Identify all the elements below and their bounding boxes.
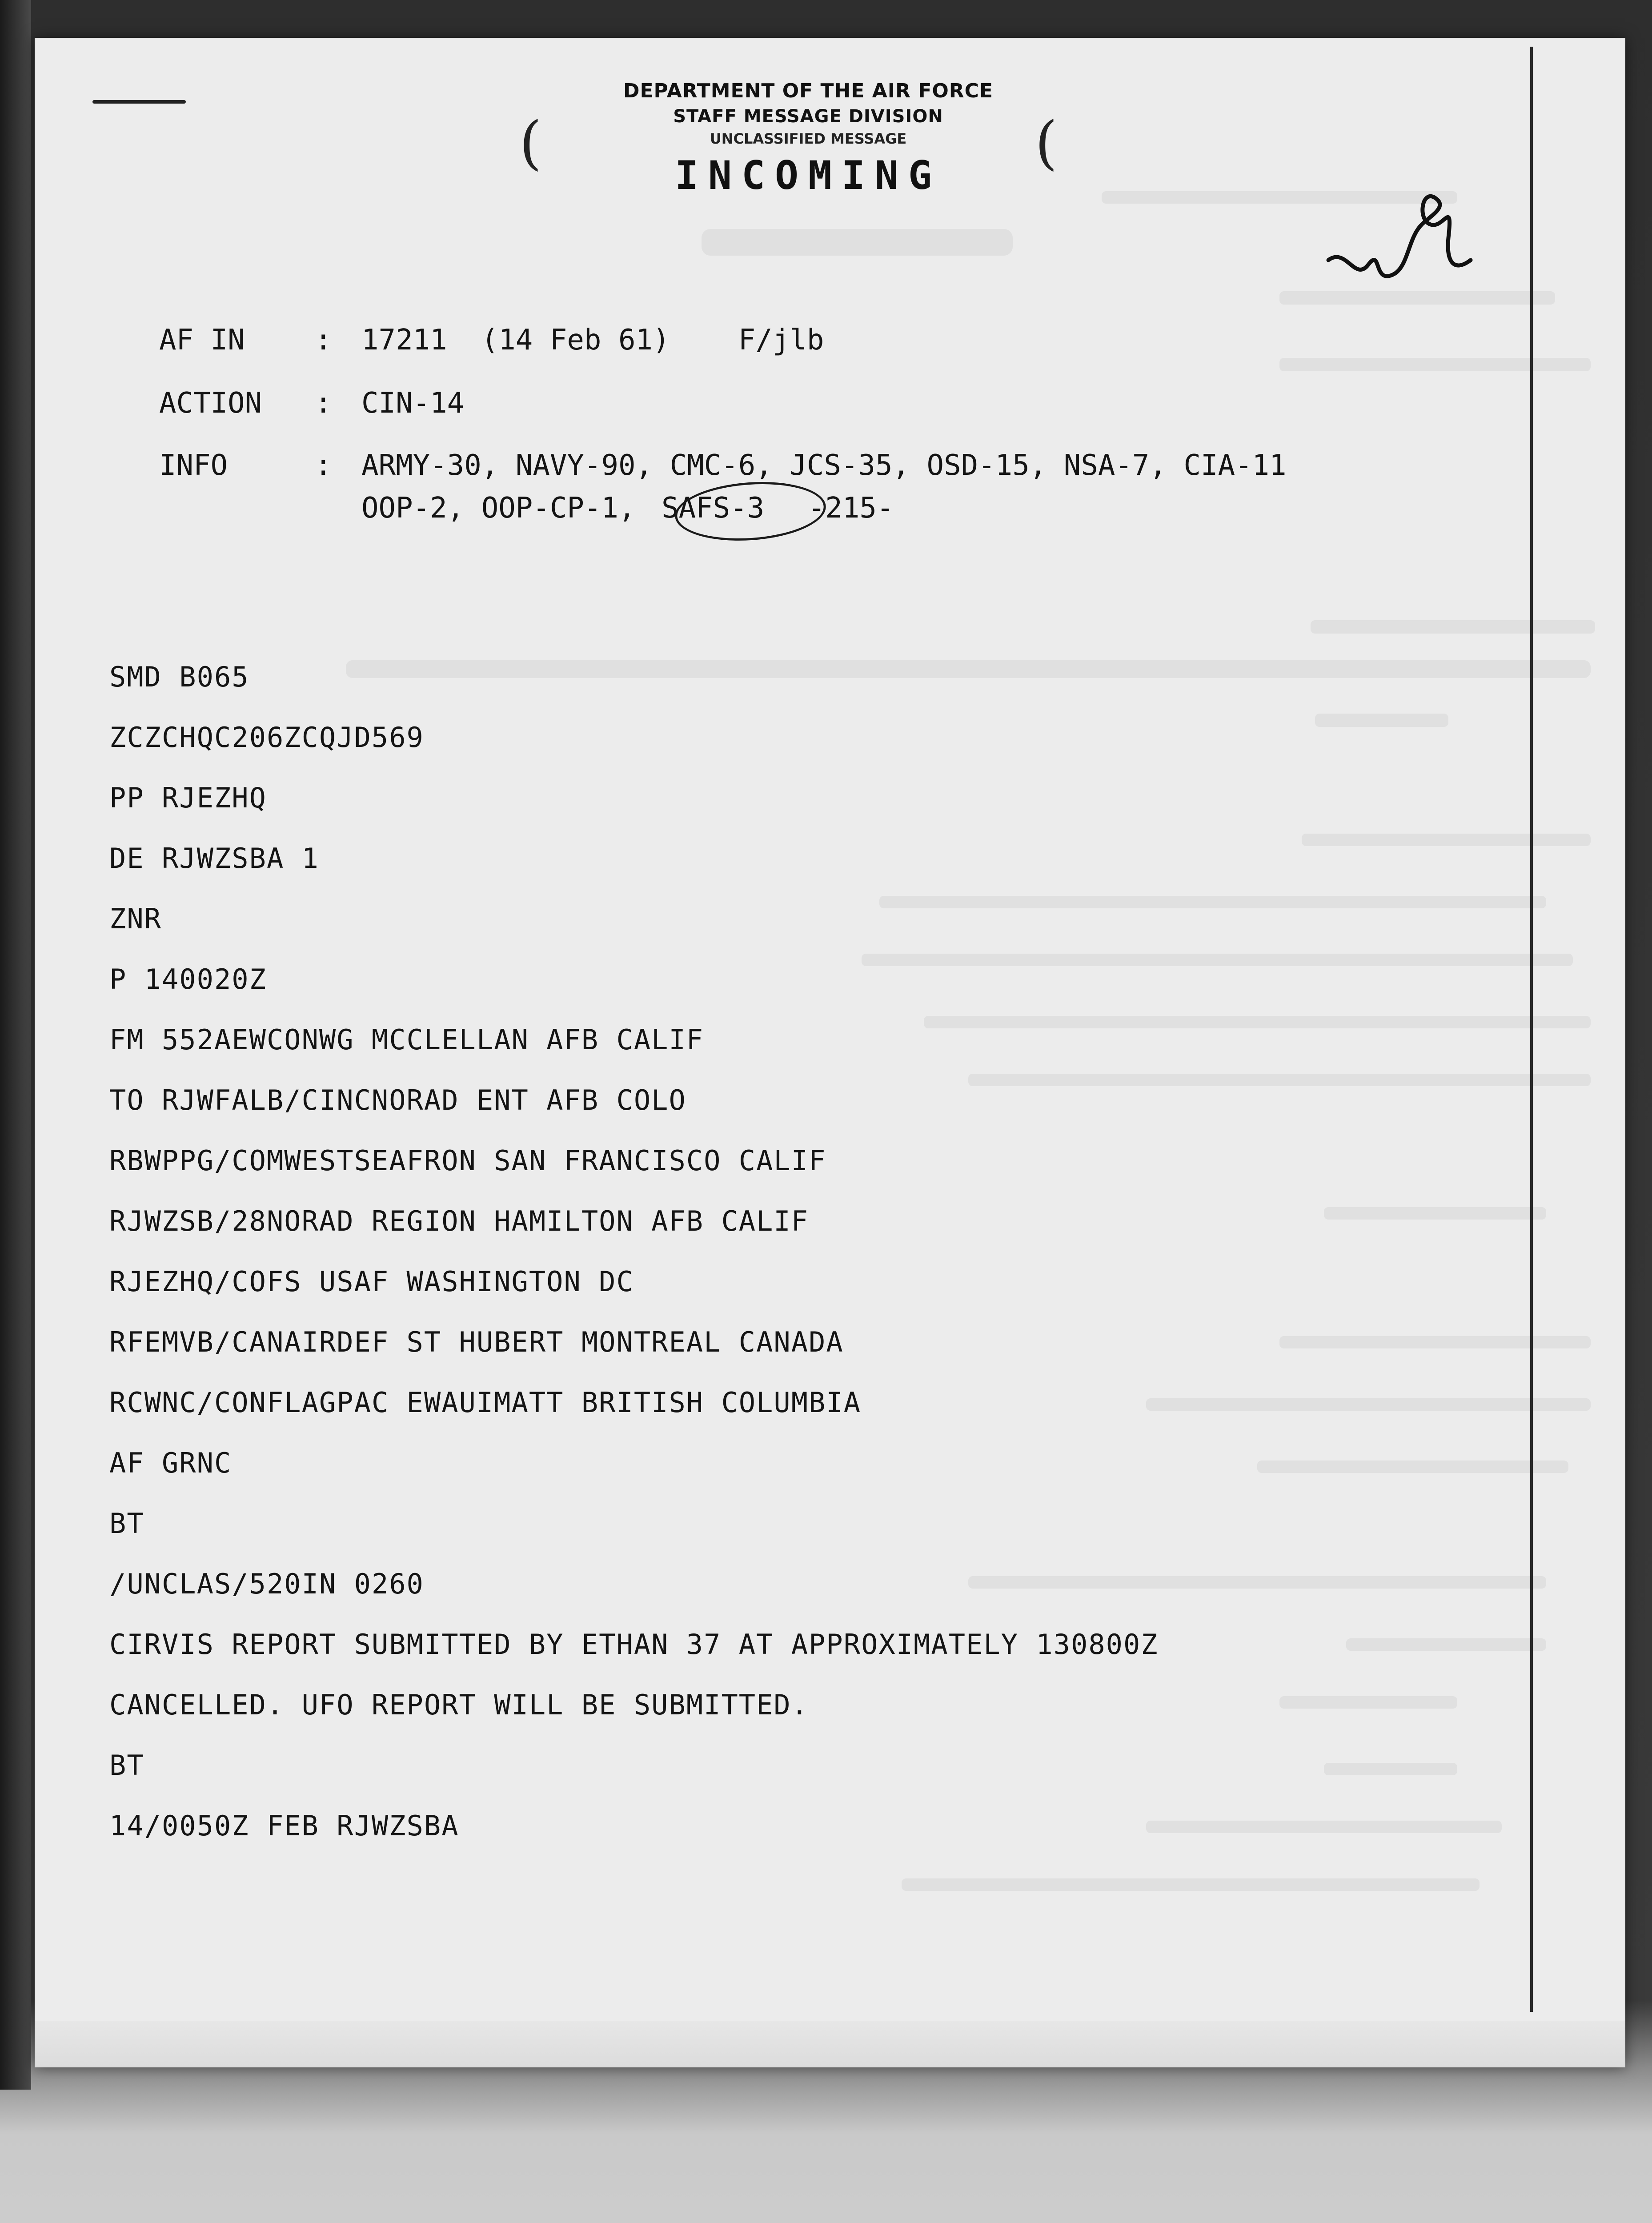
classification-line: UNCLASSIFIED MESSAGE: [710, 130, 907, 147]
info-line2-part2: -215-: [808, 492, 894, 525]
header-rule: [92, 100, 186, 104]
message-line: PP RJEZHQ: [109, 782, 267, 814]
message-line: P 140020Z: [109, 963, 267, 995]
message-line: 14/0050Z FEB RJWZSBA: [109, 1810, 459, 1842]
message-line: TO RJWFALB/CINCNORAD ENT AFB COLO: [109, 1084, 686, 1116]
action-value: CIN-14: [361, 387, 465, 420]
message-line: ZNR: [109, 903, 162, 935]
message-body: [109, 647, 1159, 1856]
scan-left-edge: [0, 0, 31, 2090]
page-bottom-margin: [35, 2021, 1625, 2067]
right-parenthesis-mark: (: [1035, 109, 1058, 177]
page-frame-line: [1530, 47, 1533, 2012]
message-line: RCWNC/CONFLAGPAC EWAUIMATT BRITISH COLUMBIA: [109, 1386, 862, 1419]
message-line: /UNCLAS/520IN 0260: [109, 1568, 424, 1600]
action-label: ACTION: [159, 387, 262, 420]
af-in-colon: :: [315, 324, 332, 357]
message-line: SMD B065: [109, 661, 249, 693]
message-line: BT: [109, 1507, 144, 1540]
af-in-label: AF IN: [159, 324, 245, 357]
division-line: STAFF MESSAGE DIVISION: [673, 106, 943, 127]
info-line2-circled: SAFS-3: [662, 492, 765, 525]
message-line: AF GRNC: [109, 1447, 232, 1479]
info-value-line1: ARMY-30, NAVY-90, CMC-6, JCS-35, OSD-15, NSA-7, CIA-11: [361, 449, 1287, 482]
action-row: [159, 385, 464, 421]
message-line: RJEZHQ/COFS USAF WASHINGTON DC: [109, 1265, 634, 1298]
message-line: RBWPPG/COMWESTSEAFRON SAN FRANCISCO CALIF: [109, 1144, 826, 1177]
message-line: BT: [109, 1749, 144, 1782]
message-line: ZCZCHQC206ZCQJD569: [109, 721, 424, 754]
left-parenthesis-mark: (: [519, 109, 542, 177]
message-line: CIRVIS REPORT SUBMITTED BY ETHAN 37 AT APPROXIMATELY 130800Z: [109, 1628, 1159, 1661]
info-row: [159, 448, 1287, 483]
message-line: DE RJWZSBA 1: [109, 842, 319, 875]
action-colon: :: [315, 387, 332, 420]
info-line2-part1: OOP-2, OOP-CP-1,: [361, 492, 636, 525]
document-page: [35, 38, 1625, 2067]
info-colon: :: [315, 449, 332, 482]
message-line: RFEMVB/CANAIRDEF ST HUBERT MONTREAL CANADA: [109, 1326, 844, 1358]
info-label: INFO: [159, 449, 228, 482]
af-in-row: [159, 322, 824, 358]
message-header: [608, 78, 1008, 200]
af-in-value: 17211 (14 Feb 61) F/jlb: [361, 324, 824, 357]
message-line: RJWZSB/28NORAD REGION HAMILTON AFB CALIF: [109, 1205, 809, 1237]
department-line: DEPARTMENT OF THE AIR FORCE: [623, 80, 994, 102]
message-line: FM 552AEWCONWG MCCLELLAN AFB CALIF: [109, 1023, 704, 1056]
handwritten-mark: [1319, 171, 1480, 305]
message-line: CANCELLED. UFO REPORT WILL BE SUBMITTED.: [109, 1689, 809, 1721]
incoming-title: INCOMING: [675, 152, 942, 198]
